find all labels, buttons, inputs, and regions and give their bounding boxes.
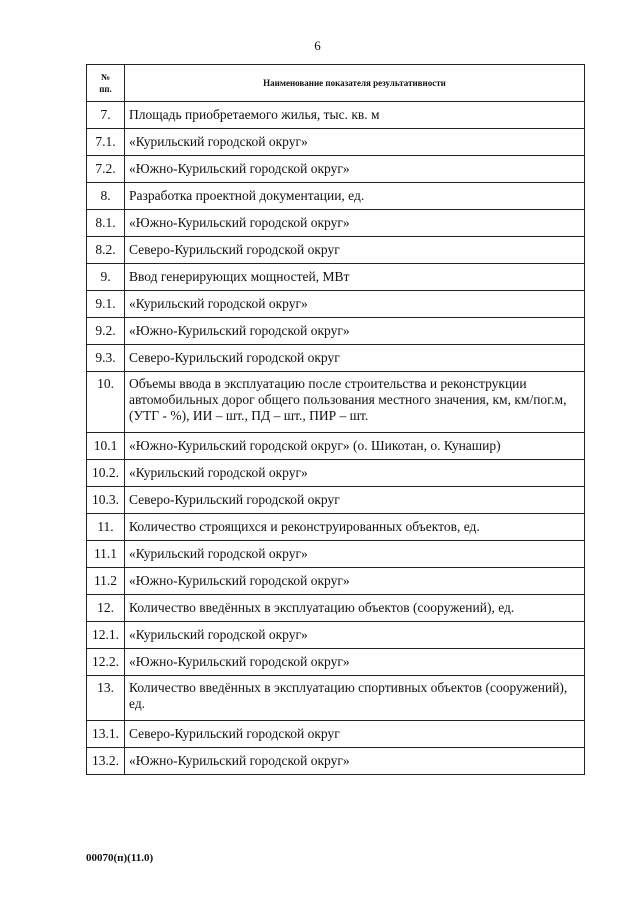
table-row (87, 291, 585, 318)
indicator-name: «Южно-Курильский городской округ» (о. Шикотан, о. Кунашир) (125, 433, 585, 460)
indicator-name: «Курильский городской округ» (125, 129, 585, 156)
indicator-name: Площадь приобретаемого жилья, тыс. кв. м (125, 102, 585, 129)
indicator-name: «Южно-Курильский городской округ» (125, 318, 585, 345)
indicator-name: «Курильский городской округ» (125, 460, 585, 487)
table-row (87, 541, 585, 568)
table-row (87, 460, 585, 487)
row-number: 12. (87, 595, 125, 622)
row-number: 10.1 (87, 433, 125, 460)
page-number: 6 (314, 38, 321, 53)
indicator-name: Объемы ввода в эксплуатацию после строительства и реконструкции автомобильных дорог общего пользования местного значения, км, км/пог.м, (УТГ - %), ИИ – шт., ПД – шт., ПИР – шт. (125, 372, 585, 433)
document-code: 00070(п)(11.0) (86, 852, 154, 864)
header-num: № пп. (87, 65, 125, 102)
row-number: 7.2. (87, 156, 125, 183)
indicator-name: «Южно-Курильский городской округ» (125, 649, 585, 676)
row-number: 11.2 (87, 568, 125, 595)
indicator-name: Разработка проектной документации, ед. (125, 183, 585, 210)
row-number: 8.2. (87, 237, 125, 264)
table-row (87, 649, 585, 676)
table-row (87, 748, 585, 775)
table-row (87, 345, 585, 372)
row-number: 12.1. (87, 622, 125, 649)
row-number: 9.3. (87, 345, 125, 372)
table-row (87, 318, 585, 345)
row-number: 11. (87, 514, 125, 541)
indicator-name: «Южно-Курильский городской округ» (125, 210, 585, 237)
indicator-name: «Южно-Курильский городской округ» (125, 748, 585, 775)
table-row (87, 183, 585, 210)
indicator-name: «Курильский городской округ» (125, 622, 585, 649)
table-row (87, 622, 585, 649)
row-number: 7.1. (87, 129, 125, 156)
row-number: 10.2. (87, 460, 125, 487)
table-row (87, 372, 585, 433)
indicator-name: Количество введённых в эксплуатацию спортивных объектов (сооружений), ед. (125, 676, 585, 721)
indicator-name: Северо-Курильский городской округ (125, 721, 585, 748)
row-number: 13.2. (87, 748, 125, 775)
table-row (87, 487, 585, 514)
row-number: 10.3. (87, 487, 125, 514)
row-number: 12.2. (87, 649, 125, 676)
indicator-name: «Курильский городской округ» (125, 541, 585, 568)
indicator-name: Количество строящихся и реконструированных объектов, ед. (125, 514, 585, 541)
row-number: 11.1 (87, 541, 125, 568)
table-row (87, 433, 585, 460)
row-number: 13. (87, 676, 125, 721)
row-number: 7. (87, 102, 125, 129)
table-body (87, 102, 585, 775)
row-number: 9.1. (87, 291, 125, 318)
indicator-name: Ввод генерирующих мощностей, МВт (125, 264, 585, 291)
table-header-row (87, 65, 585, 102)
indicator-name: Северо-Курильский городской округ (125, 487, 585, 514)
indicator-name: «Южно-Курильский городской округ» (125, 568, 585, 595)
table-row (87, 721, 585, 748)
table-row (87, 102, 585, 129)
table-row (87, 264, 585, 291)
table-row (87, 129, 585, 156)
row-number: 10. (87, 372, 125, 433)
row-number: 8. (87, 183, 125, 210)
indicator-name: Северо-Курильский городской округ (125, 237, 585, 264)
table-row (87, 210, 585, 237)
table-row (87, 514, 585, 541)
table-row (87, 595, 585, 622)
row-number: 8.1. (87, 210, 125, 237)
table-row (87, 156, 585, 183)
indicators-table (86, 64, 585, 775)
indicator-name: «Южно-Курильский городской округ» (125, 156, 585, 183)
row-number: 9.2. (87, 318, 125, 345)
table-row (87, 676, 585, 721)
indicator-name: Количество введённых в эксплуатацию объектов (сооружений), ед. (125, 595, 585, 622)
indicator-name: «Курильский городской округ» (125, 291, 585, 318)
row-number: 9. (87, 264, 125, 291)
indicator-name: Северо-Курильский городской округ (125, 345, 585, 372)
table-row (87, 237, 585, 264)
row-number: 13.1. (87, 721, 125, 748)
table-row (87, 568, 585, 595)
header-name: Наименование показателя результативности (125, 65, 585, 102)
